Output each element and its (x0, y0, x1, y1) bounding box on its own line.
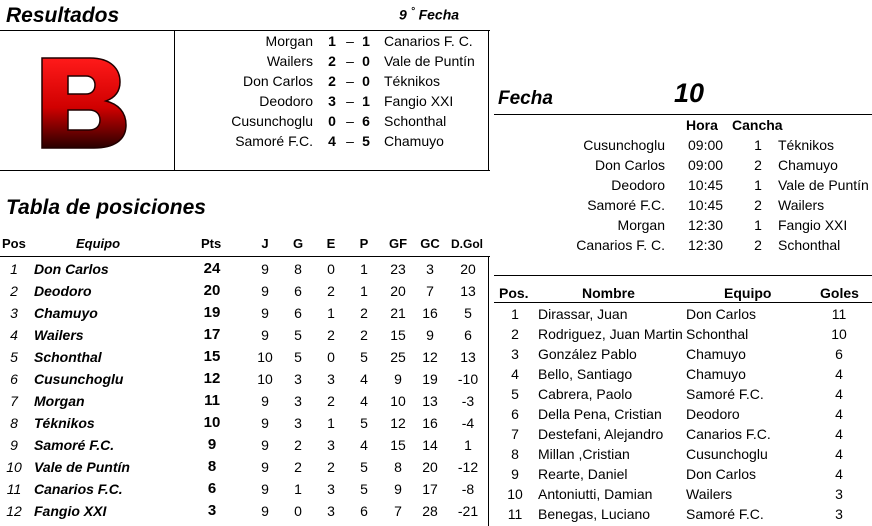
row-g: 6 (294, 283, 302, 299)
row-gf: 8 (394, 459, 402, 475)
match-row (176, 31, 488, 51)
home-score: 2 (328, 73, 336, 89)
round-label: Fecha (418, 6, 460, 23)
match-row (176, 51, 488, 71)
row-p: 2 (360, 327, 368, 343)
score-dash: – (346, 53, 354, 69)
row-j: 10 (257, 349, 273, 365)
scorer-pos: 9 (511, 466, 519, 482)
home-team: Deodoro (259, 93, 313, 109)
scorer-pos: 4 (511, 366, 519, 382)
row-team: Cusunchoglu (34, 371, 124, 387)
row-j: 9 (261, 459, 269, 475)
row-team: Vale de Puntín (34, 459, 130, 475)
row-p: 6 (360, 503, 368, 519)
away-score: 0 (362, 53, 370, 69)
fixture-home: Samoré F.C. (587, 197, 665, 213)
fixture-home: Cusunchoglu (583, 137, 665, 153)
row-gf: 9 (394, 481, 402, 497)
row-e: 2 (327, 459, 335, 475)
scorer-goals: 6 (835, 346, 843, 362)
scorer-pos: 3 (511, 346, 519, 362)
row-dg: 5 (464, 305, 472, 321)
row-j: 9 (261, 261, 269, 277)
row-gc: 20 (422, 459, 438, 475)
scorer-name: Dirassar, Juan (538, 306, 628, 322)
row-j: 9 (261, 283, 269, 299)
away-score: 1 (362, 33, 370, 49)
standings-row (0, 258, 490, 280)
row-dg: 1 (464, 437, 472, 453)
header-scorer-pos: Pos. (499, 285, 529, 301)
standings-row (0, 456, 490, 478)
row-j: 9 (261, 327, 269, 343)
fixture-row (494, 195, 872, 215)
row-p: 1 (360, 283, 368, 299)
row-g: 2 (294, 437, 302, 453)
row-dg: 20 (460, 261, 476, 277)
row-g: 5 (294, 349, 302, 365)
row-team: Canarios F.C. (34, 481, 123, 497)
row-gc: 9 (426, 327, 434, 343)
row-p: 5 (360, 415, 368, 431)
fixture-row (494, 175, 872, 195)
row-gc: 19 (422, 371, 438, 387)
scorer-pos: 6 (511, 406, 519, 422)
row-gc: 13 (422, 393, 438, 409)
row-e: 0 (327, 261, 335, 277)
row-team: Chamuyo (34, 305, 98, 321)
home-team: Don Carlos (242, 73, 313, 89)
results-title: Resultados (6, 4, 120, 27)
row-g: 0 (294, 503, 302, 519)
match-row (176, 131, 488, 151)
row-gf: 23 (390, 261, 406, 277)
header-field: Cancha (732, 117, 783, 133)
row-g: 6 (294, 305, 302, 321)
row-team: Samoré F.C. (34, 437, 115, 453)
results-bottom-rule (0, 170, 490, 171)
row-pos: 2 (10, 283, 18, 299)
fixture-home: Morgan (617, 217, 665, 233)
row-p: 4 (360, 437, 368, 453)
scorers-header (494, 283, 872, 303)
fixture-time: 12:30 (688, 237, 724, 253)
scorer-row (494, 424, 872, 444)
home-team: Wailers (266, 53, 313, 69)
row-pos: 1 (10, 261, 18, 277)
row-e: 3 (327, 481, 335, 497)
scorer-name: Rearte, Daniel (538, 466, 628, 482)
standings-header (0, 233, 490, 255)
row-gf: 15 (390, 437, 406, 453)
fixture-home: Canarios F. C. (576, 237, 665, 253)
away-team: Fangio XXI (384, 93, 454, 109)
fixture-row (494, 135, 872, 155)
header-time: Hora (686, 117, 718, 133)
row-e: 2 (327, 283, 335, 299)
home-score: 1 (328, 33, 336, 49)
scorers-header-rule (494, 302, 872, 303)
scorer-row (494, 404, 872, 424)
row-pts: 12 (203, 370, 221, 387)
row-gc: 3 (426, 261, 434, 277)
scorer-row (494, 324, 872, 344)
row-gc: 17 (422, 481, 438, 497)
round-indicator (399, 6, 459, 23)
away-team: Vale de Puntín (384, 53, 475, 69)
row-pts: 24 (203, 260, 221, 277)
scorer-pos: 7 (511, 426, 519, 442)
scorer-team: Chamuyo (686, 346, 746, 362)
standings-row (0, 368, 490, 390)
row-team: Fangio XXI (34, 503, 107, 519)
row-g: 3 (294, 393, 302, 409)
row-p: 5 (360, 349, 368, 365)
row-e: 1 (327, 305, 335, 321)
row-j: 10 (257, 371, 273, 387)
row-gc: 12 (422, 349, 438, 365)
score-dash: – (346, 113, 354, 129)
scorer-team: Samoré F.C. (686, 386, 764, 402)
scorer-name: Millan ,Cristian (538, 446, 630, 462)
row-g: 5 (294, 327, 302, 343)
row-pts: 19 (203, 304, 221, 321)
row-team: Téknikos (34, 415, 95, 431)
row-g: 3 (294, 371, 302, 387)
standings-header-rule (0, 256, 490, 257)
results-divider (174, 30, 175, 171)
row-dg: -21 (457, 503, 479, 519)
scorer-team: Don Carlos (686, 466, 757, 482)
away-score: 6 (362, 113, 370, 129)
header-team: Equipo (76, 236, 121, 251)
header-scorer-team: Equipo (724, 285, 772, 301)
row-g: 8 (294, 261, 302, 277)
scorer-row (494, 444, 872, 464)
next-round-label: Fecha (498, 88, 553, 109)
scorer-pos: 2 (511, 326, 519, 342)
scorer-pos: 1 (511, 306, 519, 322)
standings-row (0, 280, 490, 302)
header-e: E (326, 236, 336, 251)
home-score: 0 (328, 113, 336, 129)
scorers-top-rule (494, 275, 872, 276)
row-pts: 6 (207, 480, 217, 497)
row-g: 1 (294, 481, 302, 497)
fixture-home: Don Carlos (594, 157, 665, 173)
scorer-row (494, 364, 872, 384)
row-pts: 17 (203, 326, 221, 343)
scorer-name: Cabrera, Paolo (538, 386, 633, 402)
row-j: 9 (261, 415, 269, 431)
row-gc: 16 (422, 415, 438, 431)
scorer-team: Deodoro (686, 406, 740, 422)
scorer-pos: 11 (507, 506, 523, 522)
header-scorer-name: Nombre (582, 285, 635, 301)
row-pts: 15 (203, 348, 221, 365)
row-team: Wailers (34, 327, 84, 343)
header-scorer-goals: Goles (820, 285, 859, 301)
round-number: 9 (399, 6, 407, 23)
scorer-name: Destefani, Alejandro (538, 426, 664, 442)
row-pos: 7 (10, 393, 18, 409)
row-team: Don Carlos (34, 261, 109, 277)
match-row (176, 91, 488, 111)
standings-row (0, 412, 490, 434)
row-pts: 11 (204, 392, 220, 409)
fixture-away: Chamuyo (778, 157, 838, 173)
scorer-goals: 4 (835, 426, 843, 442)
fixture-field: 1 (754, 217, 762, 233)
scorer-pos: 5 (511, 386, 519, 402)
scorer-goals: 4 (835, 406, 843, 422)
fixture-away: Wailers (778, 197, 825, 213)
home-team: Cusunchoglu (231, 113, 313, 129)
row-gf: 9 (394, 371, 402, 387)
home-score: 3 (328, 93, 336, 109)
row-gc: 7 (426, 283, 434, 299)
b-logo-icon (32, 52, 132, 152)
row-gf: 20 (390, 283, 406, 299)
row-e: 3 (327, 503, 335, 519)
scorer-team: Canarios F.C. (686, 426, 771, 442)
row-p: 1 (360, 261, 368, 277)
row-dg: -4 (461, 415, 475, 431)
row-dg: -10 (457, 371, 479, 387)
standings-row (0, 434, 490, 456)
row-gc: 28 (422, 503, 438, 519)
round-degree: ° (410, 6, 415, 17)
header-dg: D.Gol (451, 237, 483, 251)
fixture-time: 09:00 (688, 137, 724, 153)
row-j: 9 (261, 393, 269, 409)
row-p: 5 (360, 459, 368, 475)
match-row (176, 71, 488, 91)
row-pos: 9 (10, 437, 18, 453)
row-pos: 10 (6, 459, 22, 475)
home-team: Samoré F.C. (235, 133, 313, 149)
row-p: 4 (360, 393, 368, 409)
scorer-goals: 4 (835, 366, 843, 382)
scorer-row (494, 344, 872, 364)
row-g: 3 (294, 415, 302, 431)
scorer-name: Benegas, Luciano (538, 506, 651, 522)
score-dash: – (346, 93, 354, 109)
scorer-team: Chamuyo (686, 366, 746, 382)
header-gf: GF (388, 236, 408, 251)
row-e: 0 (327, 349, 335, 365)
row-team: Morgan (34, 393, 85, 409)
row-pts: 10 (203, 414, 221, 431)
fixture-time: 10:45 (688, 177, 724, 193)
standings-row (0, 324, 490, 346)
scorer-team: Schonthal (686, 326, 749, 342)
scorer-goals: 4 (835, 466, 843, 482)
row-gf: 15 (390, 327, 406, 343)
scorer-goals: 4 (835, 386, 843, 402)
match-row (176, 111, 488, 131)
row-team: Deodoro (34, 283, 92, 299)
scorer-goals: 10 (831, 326, 847, 342)
row-dg: -3 (461, 393, 475, 409)
fixture-field: 2 (754, 237, 762, 253)
row-gf: 12 (390, 415, 406, 431)
row-pts: 9 (207, 436, 217, 453)
scorer-row (494, 504, 872, 524)
fixtures-header (494, 115, 872, 135)
next-round-number: 10 (674, 78, 705, 108)
away-team: Schonthal (384, 113, 447, 129)
scorer-team: Don Carlos (686, 306, 757, 322)
score-dash: – (346, 73, 354, 89)
row-pos: 11 (6, 481, 22, 497)
scorer-row (494, 384, 872, 404)
header-gc: GC (420, 236, 440, 251)
row-pos: 8 (10, 415, 18, 431)
scorer-team: Samoré F.C. (686, 506, 764, 522)
row-pts: 20 (203, 282, 221, 299)
fixture-time: 09:00 (688, 157, 724, 173)
home-score: 2 (328, 53, 336, 69)
scorer-name: Rodriguez, Juan Martin (538, 326, 683, 342)
row-j: 9 (261, 305, 269, 321)
scorer-row (494, 304, 872, 324)
score-dash: – (346, 33, 354, 49)
away-team: Téknikos (384, 73, 441, 89)
fixture-field: 2 (754, 197, 762, 213)
scorer-team: Wailers (686, 486, 733, 502)
row-j: 9 (261, 481, 269, 497)
row-dg: -8 (461, 481, 475, 497)
away-team: Canarios F. C. (384, 33, 473, 49)
away-score: 0 (362, 73, 370, 89)
scorer-goals: 3 (835, 486, 843, 502)
scorer-goals: 4 (835, 446, 843, 462)
row-dg: -12 (457, 459, 479, 475)
row-e: 2 (327, 327, 335, 343)
standings-row (0, 478, 490, 500)
scorer-name: Antoniutti, Damian (538, 486, 653, 502)
fixture-field: 2 (754, 157, 762, 173)
row-dg: 6 (464, 327, 472, 343)
scorer-goals: 11 (831, 306, 847, 322)
scorer-name: Della Pena, Cristian (538, 406, 662, 422)
scorer-pos: 10 (507, 486, 523, 502)
header-pts: Pts (201, 236, 222, 251)
scorer-team: Cusunchoglu (686, 446, 768, 462)
row-pts: 8 (207, 458, 217, 475)
home-team: Morgan (265, 33, 313, 49)
away-score: 1 (362, 93, 370, 109)
standings-title: Tabla de posiciones (6, 196, 206, 219)
row-e: 1 (327, 415, 335, 431)
fixture-row (494, 235, 872, 255)
fixture-time: 12:30 (688, 217, 724, 233)
row-e: 3 (327, 371, 335, 387)
row-j: 9 (261, 503, 269, 519)
fixture-away: Schonthal (778, 237, 841, 253)
scorer-name: González Pablo (538, 346, 637, 362)
fixture-away: Vale de Puntín (778, 177, 869, 193)
header-g: G (292, 236, 304, 251)
standings-row (0, 302, 490, 324)
row-e: 3 (327, 437, 335, 453)
row-pts: 3 (207, 502, 217, 519)
row-gf: 25 (390, 349, 406, 365)
scorer-pos: 8 (511, 446, 519, 462)
score-dash: – (346, 133, 354, 149)
standings-row (0, 390, 490, 412)
scorer-row (494, 484, 872, 504)
row-gf: 7 (394, 503, 402, 519)
row-pos: 5 (10, 349, 18, 365)
fixture-row (494, 215, 872, 235)
row-gc: 14 (422, 437, 438, 453)
row-pos: 3 (10, 305, 18, 321)
row-gf: 21 (390, 305, 406, 321)
away-score: 5 (362, 133, 370, 149)
row-gc: 16 (422, 305, 438, 321)
standings-row (0, 500, 490, 522)
fixture-field: 1 (754, 137, 762, 153)
fixture-home: Deodoro (611, 177, 665, 193)
league-logo (32, 52, 132, 152)
fixture-away: Téknikos (778, 137, 835, 153)
results-right-edge (488, 30, 489, 171)
row-pos: 12 (6, 503, 22, 519)
row-dg: 13 (460, 349, 476, 365)
home-score: 4 (328, 133, 336, 149)
row-p: 5 (360, 481, 368, 497)
fixture-row (494, 155, 872, 175)
fixture-field: 1 (754, 177, 762, 193)
scorer-name: Bello, Santiago (538, 366, 633, 382)
standings-row (0, 346, 490, 368)
row-j: 9 (261, 437, 269, 453)
header-pos: Pos (2, 236, 26, 251)
row-pos: 4 (10, 327, 18, 343)
row-pos: 6 (10, 371, 18, 387)
row-gf: 10 (390, 393, 406, 409)
away-team: Chamuyo (384, 133, 444, 149)
fixture-time: 10:45 (688, 197, 724, 213)
header-j: J (261, 236, 269, 251)
scorer-goals: 3 (835, 506, 843, 522)
header-p: P (359, 236, 369, 251)
scorer-row (494, 464, 872, 484)
row-team: Schonthal (34, 349, 102, 365)
row-e: 2 (327, 393, 335, 409)
row-g: 2 (294, 459, 302, 475)
row-p: 2 (360, 305, 368, 321)
fixture-away: Fangio XXI (778, 217, 848, 233)
row-p: 4 (360, 371, 368, 387)
row-dg: 13 (460, 283, 476, 299)
